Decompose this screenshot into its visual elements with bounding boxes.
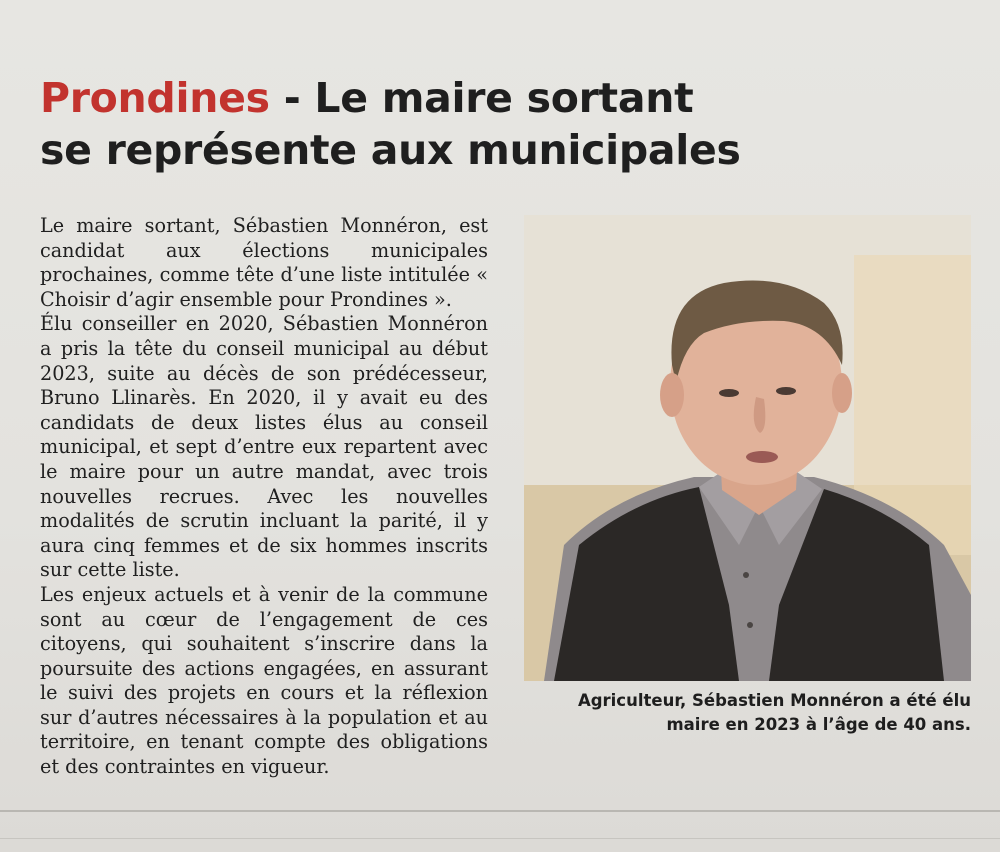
paragraph-3: Les enjeux actuels et à venir de la commune sont au cœur de l’engagement de ces citoyens, qui souhaitent s’inscrire dans la poursuite des actions engagées, en assurant le suivi des projets en cours et la réflexion sur d’autres nécessaires à la population et au territoire, en tenant compte des obligations et des contraintes en vigueur. xyxy=(40,582,488,779)
headline-line2: se représente aux municipales xyxy=(40,126,741,174)
portrait-illustration xyxy=(524,215,971,681)
caption-line-2: maire en 2023 à l’âge de 40 ans. xyxy=(666,715,971,734)
headline-place: Prondines xyxy=(40,74,270,122)
article-body xyxy=(40,214,488,780)
mayor-photo xyxy=(524,215,971,681)
page-divider-bottom xyxy=(0,838,1000,839)
page-divider xyxy=(0,810,1000,812)
headline-line1-rest: - Le maire sortant xyxy=(269,74,694,122)
caption-line-1: Agriculteur, Sébastien Monnéron a été élu xyxy=(577,691,971,710)
paragraph-1: Le maire sortant, Sébastien Monnéron, est candidat aux élections municipales prochaines, comme tête d’une liste intitulée « Choisir d’agir ensemble pour Prondines ». xyxy=(40,214,488,311)
paragraph-2: Élu conseiller en 2020, Sébastien Monnéron a pris la tête du conseil municipal au début 2023, suite au décès de son prédécesseur, Bruno Llinarès. En 2020, il y avait eu des candidats de deux listes élus au conseil municipal, et sept d’entre eux repartent avec le maire pour un autre mandat, avec trois nouvelles recrues. Avec les nouvelles modalités de scrutin incluant la parité, il y aura cinq femmes et de six hommes inscrits sur cette liste. xyxy=(40,312,488,582)
article-headline xyxy=(40,72,800,176)
photo-caption xyxy=(524,689,971,737)
